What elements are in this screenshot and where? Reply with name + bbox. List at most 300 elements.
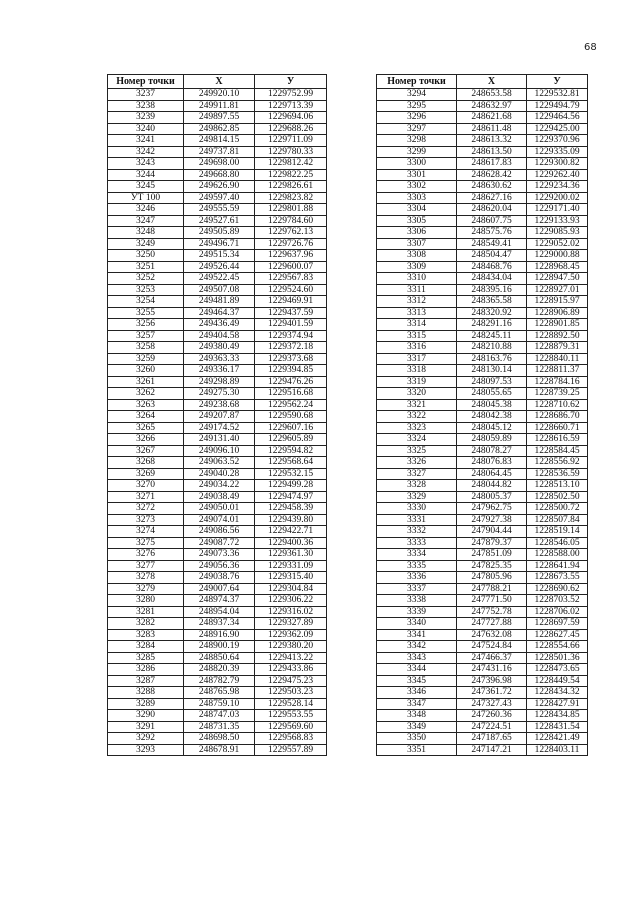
- cell-y: 1228697.59: [527, 618, 588, 630]
- cell-y: 1228431.54: [527, 721, 588, 733]
- table-row: [377, 721, 588, 733]
- header-point-number: Номер точки: [108, 75, 184, 89]
- table-row: [377, 261, 588, 273]
- table-row: [377, 422, 588, 434]
- table-row: [377, 123, 588, 135]
- table-row: [108, 89, 327, 101]
- table-row: [377, 744, 588, 756]
- cell-point-number: 3342: [377, 641, 457, 653]
- cell-point-number: 3351: [377, 744, 457, 756]
- cell-point-number: 3293: [108, 744, 184, 756]
- table-row: [377, 618, 588, 630]
- cell-point-number: 3239: [108, 112, 184, 124]
- cell-y: 1228968.45: [527, 261, 588, 273]
- cell-x: 248044.82: [457, 480, 527, 492]
- cell-point-number: 3301: [377, 169, 457, 181]
- cell-x: 249527.61: [184, 215, 255, 227]
- cell-point-number: 3306: [377, 227, 457, 239]
- table-row: [377, 629, 588, 641]
- table-row: [108, 744, 327, 756]
- cell-x: 247851.09: [457, 549, 527, 561]
- cell-y: 1229524.60: [255, 284, 327, 296]
- cell-x: 249363.33: [184, 353, 255, 365]
- table-row: [108, 365, 327, 377]
- cell-point-number: 3312: [377, 296, 457, 308]
- table-row: [108, 158, 327, 170]
- table-row: [377, 330, 588, 342]
- cell-point-number: 3275: [108, 537, 184, 549]
- cell-x: 247361.72: [457, 687, 527, 699]
- cell-x: 248759.10: [184, 698, 255, 710]
- cell-x: 248245.11: [457, 330, 527, 342]
- cell-x: 249496.71: [184, 238, 255, 250]
- cell-x: 248434.04: [457, 273, 527, 285]
- cell-x: 248630.62: [457, 181, 527, 193]
- cell-point-number: 3256: [108, 319, 184, 331]
- cell-x: 249920.10: [184, 89, 255, 101]
- cell-point-number: 3296: [377, 112, 457, 124]
- cell-y: 1229234.36: [527, 181, 588, 193]
- cell-x: 248653.58: [457, 89, 527, 101]
- table-row: [377, 399, 588, 411]
- cell-point-number: 3313: [377, 307, 457, 319]
- cell-x: 249073.36: [184, 549, 255, 561]
- cell-point-number: 3241: [108, 135, 184, 147]
- cell-x: 247788.21: [457, 583, 527, 595]
- cell-y: 1229688.26: [255, 123, 327, 135]
- cell-point-number: 3289: [108, 698, 184, 710]
- cell-x: 248731.35: [184, 721, 255, 733]
- cell-x: 248291.16: [457, 319, 527, 331]
- cell-point-number: 3326: [377, 457, 457, 469]
- cell-x: 249074.01: [184, 514, 255, 526]
- cell-x: 249086.56: [184, 526, 255, 538]
- cell-x: 249515.34: [184, 250, 255, 262]
- cell-x: 249336.17: [184, 365, 255, 377]
- table-row: [377, 215, 588, 227]
- cell-y: 1228546.05: [527, 537, 588, 549]
- table-row: [377, 445, 588, 457]
- header-y: У: [527, 75, 588, 89]
- cell-point-number: 3263: [108, 399, 184, 411]
- cell-x: 248820.39: [184, 664, 255, 676]
- table-row: [108, 687, 327, 699]
- table-row: [377, 135, 588, 147]
- table-row: [377, 491, 588, 503]
- cell-y: 1229422.71: [255, 526, 327, 538]
- cell-point-number: 3319: [377, 376, 457, 388]
- cell-x: 249505.89: [184, 227, 255, 239]
- cell-y: 1229499.28: [255, 480, 327, 492]
- cell-x: 247727.88: [457, 618, 527, 630]
- cell-x: 247431.16: [457, 664, 527, 676]
- cell-y: 1229370.96: [527, 135, 588, 147]
- table-row: [377, 238, 588, 250]
- cell-point-number: 3338: [377, 595, 457, 607]
- cell-y: 1229494.79: [527, 100, 588, 112]
- table-row: [108, 376, 327, 388]
- cell-point-number: 3245: [108, 181, 184, 193]
- cell-point-number: 3255: [108, 307, 184, 319]
- cell-y: 1228403.11: [527, 744, 588, 756]
- cell-point-number: 3320: [377, 388, 457, 400]
- cell-point-number: 3327: [377, 468, 457, 480]
- cell-y: 1229637.96: [255, 250, 327, 262]
- table-row: [377, 273, 588, 285]
- table-row: [108, 526, 327, 538]
- cell-y: 1229331.09: [255, 560, 327, 572]
- table-row: [108, 514, 327, 526]
- cell-y: 1229413.22: [255, 652, 327, 664]
- cell-x: 248782.79: [184, 675, 255, 687]
- cell-x: 249526.44: [184, 261, 255, 273]
- cell-point-number: 3247: [108, 215, 184, 227]
- cell-y: 1229464.56: [527, 112, 588, 124]
- cell-point-number: 3332: [377, 526, 457, 538]
- cell-x: 249275.30: [184, 388, 255, 400]
- cell-y: 1229567.83: [255, 273, 327, 285]
- cell-x: 248937.34: [184, 618, 255, 630]
- cell-y: 1229532.81: [527, 89, 588, 101]
- table-row: [377, 296, 588, 308]
- cell-point-number: 3237: [108, 89, 184, 101]
- cell-x: 248613.32: [457, 135, 527, 147]
- cell-point-number: 3286: [108, 664, 184, 676]
- table-row: [377, 583, 588, 595]
- cell-x: 249038.76: [184, 572, 255, 584]
- cell-x: 249040.28: [184, 468, 255, 480]
- table-row: [108, 169, 327, 181]
- cell-point-number: 3279: [108, 583, 184, 595]
- cell-y: 1229401.59: [255, 319, 327, 331]
- table-row: [377, 698, 588, 710]
- cell-y: 1229557.89: [255, 744, 327, 756]
- cell-point-number: 3311: [377, 284, 457, 296]
- table-row: [108, 284, 327, 296]
- cell-x: 249522.45: [184, 273, 255, 285]
- cell-x: 249555.59: [184, 204, 255, 216]
- cell-point-number: 3334: [377, 549, 457, 561]
- cell-point-number: 3257: [108, 330, 184, 342]
- table-row: [377, 526, 588, 538]
- cell-point-number: 3349: [377, 721, 457, 733]
- cell-point-number: 3330: [377, 503, 457, 515]
- cell-point-number: УТ 100: [108, 192, 184, 204]
- cell-y: 1228556.92: [527, 457, 588, 469]
- cell-x: 248549.41: [457, 238, 527, 250]
- cell-x: 248163.76: [457, 353, 527, 365]
- cell-x: 248059.89: [457, 434, 527, 446]
- cell-y: 1229425.00: [527, 123, 588, 135]
- table-row: [377, 146, 588, 158]
- cell-x: 248617.83: [457, 158, 527, 170]
- cell-x: 247327.43: [457, 698, 527, 710]
- cell-y: 1229752.99: [255, 89, 327, 101]
- page-number: 68: [584, 42, 597, 53]
- cell-point-number: 3328: [377, 480, 457, 492]
- table-row: [108, 480, 327, 492]
- cell-point-number: 3291: [108, 721, 184, 733]
- cell-point-number: 3253: [108, 284, 184, 296]
- cell-point-number: 3238: [108, 100, 184, 112]
- cell-point-number: 3310: [377, 273, 457, 285]
- table-row: [108, 307, 327, 319]
- cell-y: 1229315.40: [255, 572, 327, 584]
- cell-point-number: 3329: [377, 491, 457, 503]
- cell-x: 247524.84: [457, 641, 527, 653]
- cell-y: 1228502.50: [527, 491, 588, 503]
- table-row: [108, 204, 327, 216]
- cell-point-number: 3308: [377, 250, 457, 262]
- table-row: [108, 618, 327, 630]
- cell-x: 247466.37: [457, 652, 527, 664]
- cell-point-number: 3336: [377, 572, 457, 584]
- table-row: [108, 606, 327, 618]
- cell-y: 1228500.72: [527, 503, 588, 515]
- cell-y: 1229476.26: [255, 376, 327, 388]
- cell-point-number: 3268: [108, 457, 184, 469]
- cell-x: 248621.68: [457, 112, 527, 124]
- cell-point-number: 3309: [377, 261, 457, 273]
- table-row: [377, 549, 588, 561]
- table-row: [108, 503, 327, 515]
- cell-y: 1229594.82: [255, 445, 327, 457]
- cell-point-number: 3305: [377, 215, 457, 227]
- cell-x: 247962.75: [457, 503, 527, 515]
- cell-x: 249087.72: [184, 537, 255, 549]
- cell-y: 1229590.68: [255, 411, 327, 423]
- cell-point-number: 3273: [108, 514, 184, 526]
- cell-point-number: 3344: [377, 664, 457, 676]
- cell-y: 1229171.40: [527, 204, 588, 216]
- table-row: [108, 537, 327, 549]
- cell-y: 1228927.01: [527, 284, 588, 296]
- cell-y: 1228507.84: [527, 514, 588, 526]
- cell-x: 249298.89: [184, 376, 255, 388]
- table-row: [108, 652, 327, 664]
- table-row: [377, 307, 588, 319]
- cell-y: 1229469.91: [255, 296, 327, 308]
- cell-point-number: 3287: [108, 675, 184, 687]
- table-row: [108, 261, 327, 273]
- table-row: [377, 376, 588, 388]
- cell-x: 248747.03: [184, 710, 255, 722]
- cell-y: 1228811.37: [527, 365, 588, 377]
- cell-x: 248916.90: [184, 629, 255, 641]
- cell-y: 1228449.54: [527, 675, 588, 687]
- cell-x: 247632.08: [457, 629, 527, 641]
- cell-x: 247752.78: [457, 606, 527, 618]
- cell-point-number: 3316: [377, 342, 457, 354]
- cell-y: 1229306.22: [255, 595, 327, 607]
- table-row: [377, 284, 588, 296]
- cell-point-number: 3276: [108, 549, 184, 561]
- cell-x: 248365.58: [457, 296, 527, 308]
- cell-x: 249050.01: [184, 503, 255, 515]
- table-row: [377, 595, 588, 607]
- cell-y: 1229085.93: [527, 227, 588, 239]
- cell-y: 1229784.60: [255, 215, 327, 227]
- cell-y: 1229503.23: [255, 687, 327, 699]
- cell-x: 249007.64: [184, 583, 255, 595]
- cell-y: 1229335.09: [527, 146, 588, 158]
- table-row: [377, 365, 588, 377]
- cell-y: 1229694.06: [255, 112, 327, 124]
- cell-x: 247927.38: [457, 514, 527, 526]
- cell-y: 1229133.93: [527, 215, 588, 227]
- cell-y: 1228554.66: [527, 641, 588, 653]
- table-row: [377, 89, 588, 101]
- cell-y: 1229569.60: [255, 721, 327, 733]
- cell-x: 248678.91: [184, 744, 255, 756]
- cell-y: 1228915.97: [527, 296, 588, 308]
- cell-point-number: 3324: [377, 434, 457, 446]
- cell-y: 1229433.86: [255, 664, 327, 676]
- cell-point-number: 3302: [377, 181, 457, 193]
- table-row: [377, 204, 588, 216]
- table-row: [377, 652, 588, 664]
- cell-point-number: 3283: [108, 629, 184, 641]
- cell-x: 248064.45: [457, 468, 527, 480]
- cell-x: 248210.88: [457, 342, 527, 354]
- cell-point-number: 3307: [377, 238, 457, 250]
- cell-point-number: 3294: [377, 89, 457, 101]
- header-x: Х: [184, 75, 255, 89]
- table-row: [108, 399, 327, 411]
- cell-y: 1229801.88: [255, 204, 327, 216]
- cell-x: 247771.50: [457, 595, 527, 607]
- cell-y: 1229474.97: [255, 491, 327, 503]
- table-row: [377, 158, 588, 170]
- cell-x: 249056.36: [184, 560, 255, 572]
- table-row: [377, 250, 588, 262]
- table-row: [108, 146, 327, 158]
- table-row: [377, 710, 588, 722]
- cell-x: 248628.42: [457, 169, 527, 181]
- cell-y: 1228892.50: [527, 330, 588, 342]
- table-row: [377, 388, 588, 400]
- cell-point-number: 3335: [377, 560, 457, 572]
- table-row: [108, 319, 327, 331]
- cell-y: 1229812.42: [255, 158, 327, 170]
- cell-x: 248045.12: [457, 422, 527, 434]
- cell-x: 249698.00: [184, 158, 255, 170]
- table-row: [108, 353, 327, 365]
- cell-y: 1229553.55: [255, 710, 327, 722]
- cell-x: 248504.47: [457, 250, 527, 262]
- table-row: [377, 560, 588, 572]
- cell-point-number: 3282: [108, 618, 184, 630]
- table-header-row: [377, 75, 588, 89]
- table-row: [108, 250, 327, 262]
- cell-x: 249096.10: [184, 445, 255, 457]
- cell-x: 248632.97: [457, 100, 527, 112]
- cell-point-number: 3304: [377, 204, 457, 216]
- cell-point-number: 3299: [377, 146, 457, 158]
- cell-x: 248055.65: [457, 388, 527, 400]
- cell-y: 1229568.64: [255, 457, 327, 469]
- table-row: [377, 641, 588, 653]
- cell-point-number: 3323: [377, 422, 457, 434]
- cell-y: 1228536.59: [527, 468, 588, 480]
- cell-point-number: 3317: [377, 353, 457, 365]
- cell-y: 1228588.00: [527, 549, 588, 561]
- cell-y: 1229516.68: [255, 388, 327, 400]
- cell-y: 1229780.33: [255, 146, 327, 158]
- cell-point-number: 3280: [108, 595, 184, 607]
- cell-x: 248765.98: [184, 687, 255, 699]
- cell-x: 249814.15: [184, 135, 255, 147]
- cell-y: 1229316.02: [255, 606, 327, 618]
- cell-y: 1229607.16: [255, 422, 327, 434]
- cell-x: 248395.16: [457, 284, 527, 296]
- cell-point-number: 3321: [377, 399, 457, 411]
- cell-x: 249207.87: [184, 411, 255, 423]
- cell-x: 248468.76: [457, 261, 527, 273]
- header-x: Х: [457, 75, 527, 89]
- table-row: [108, 192, 327, 204]
- cell-point-number: 3295: [377, 100, 457, 112]
- table-row: [377, 112, 588, 124]
- table-row: [377, 480, 588, 492]
- cell-y: 1228947.50: [527, 273, 588, 285]
- cell-x: 247825.35: [457, 560, 527, 572]
- cell-y: 1229437.59: [255, 307, 327, 319]
- table-row: [377, 434, 588, 446]
- cell-y: 1229762.13: [255, 227, 327, 239]
- cell-x: 248045.38: [457, 399, 527, 411]
- cell-x: 249911.81: [184, 100, 255, 112]
- table-row: [108, 238, 327, 250]
- cell-point-number: 3269: [108, 468, 184, 480]
- cell-y: 1228627.45: [527, 629, 588, 641]
- table-row: [108, 342, 327, 354]
- cell-y: 1229327.89: [255, 618, 327, 630]
- table-row: [108, 491, 327, 503]
- cell-y: 1229052.02: [527, 238, 588, 250]
- cell-x: 247147.21: [457, 744, 527, 756]
- cell-point-number: 3243: [108, 158, 184, 170]
- cell-x: 249737.81: [184, 146, 255, 158]
- cell-x: 248130.14: [457, 365, 527, 377]
- cell-x: 248097.53: [457, 376, 527, 388]
- cell-x: 248698.50: [184, 733, 255, 745]
- cell-y: 1229300.82: [527, 158, 588, 170]
- cell-x: 248627.16: [457, 192, 527, 204]
- table-row: [108, 135, 327, 147]
- cell-y: 1229726.76: [255, 238, 327, 250]
- cell-x: 249038.49: [184, 491, 255, 503]
- table-row: [108, 388, 327, 400]
- cell-point-number: 3290: [108, 710, 184, 722]
- cell-x: 248850.64: [184, 652, 255, 664]
- cell-y: 1228673.55: [527, 572, 588, 584]
- table-row: [377, 100, 588, 112]
- table-row: [377, 169, 588, 181]
- cell-x: 249404.58: [184, 330, 255, 342]
- header-y: У: [255, 75, 327, 89]
- table-row: [108, 733, 327, 745]
- cell-x: 249464.37: [184, 307, 255, 319]
- table-row: [108, 664, 327, 676]
- table-row: [377, 537, 588, 549]
- cell-y: 1228513.10: [527, 480, 588, 492]
- cell-point-number: 3244: [108, 169, 184, 181]
- table-row: [377, 675, 588, 687]
- cell-point-number: 3248: [108, 227, 184, 239]
- table-row: [377, 572, 588, 584]
- cell-y: 1228421.49: [527, 733, 588, 745]
